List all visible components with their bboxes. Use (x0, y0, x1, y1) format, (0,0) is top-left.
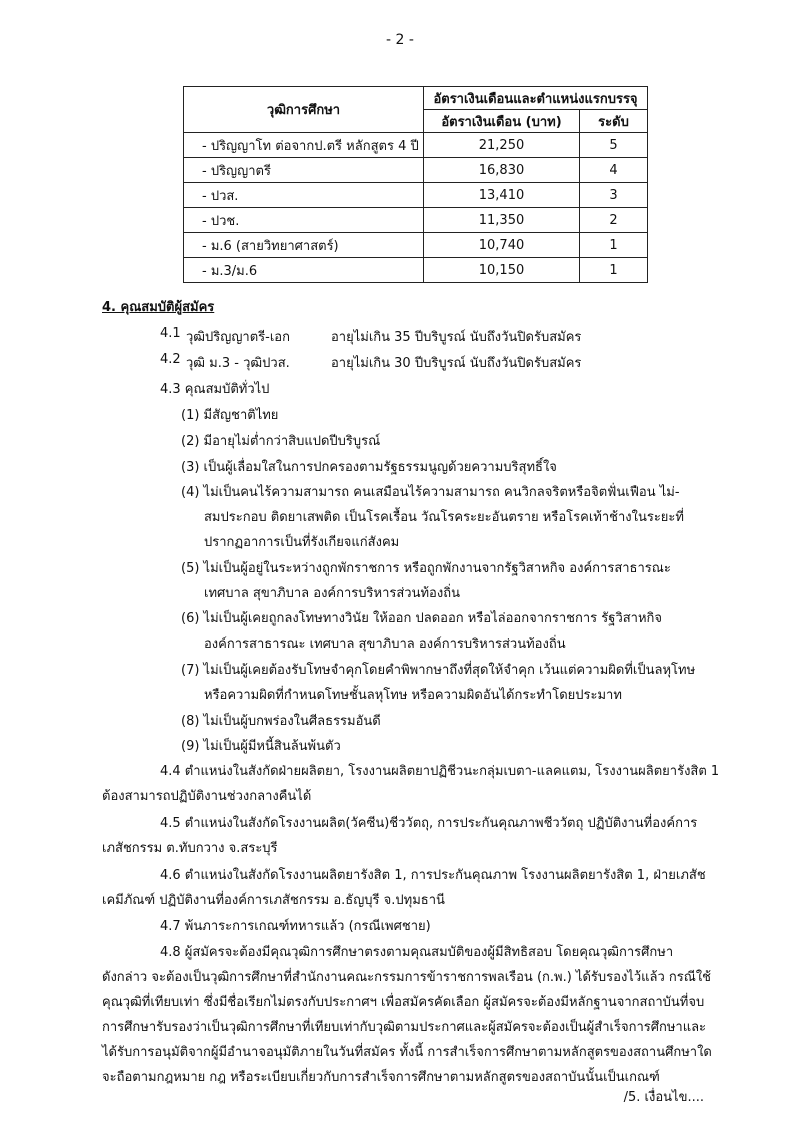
paragraph-4-4-line: ต้องสามารถปฏิบัติงานช่วงกลางคืนได้ (102, 789, 312, 804)
general-item: (2) มีอายุไม่ต่ำกว่าสิบแปดปีบริบูรณ์ (181, 434, 381, 449)
salary-cell: 21,250 (424, 133, 580, 158)
header-qualification: วุฒิการศึกษา (184, 87, 424, 133)
qualification-cell: - ปวช. (184, 208, 424, 233)
salary-cell: 16,830 (424, 158, 580, 183)
level-cell: 1 (580, 258, 648, 283)
salary-cell: 10,740 (424, 233, 580, 258)
continuation-note: /5. เงื่อนไข.... (623, 1090, 704, 1105)
level-cell: 2 (580, 208, 648, 233)
general-item-continued: สมประกอบ ติดยาเสพติด เป็นโรคเรื้อน วัณโรคระยะอันตราย หรือโรคเท้าช้างในระยะที่ (204, 510, 684, 525)
level-cell: 4 (580, 158, 648, 183)
paragraph-4-8-line: คุณวุฒิที่เทียบเท่า ซึ่งมีชื่อเรียกไม่ตรงกับประกาศฯ เพื่อสมัครคัดเลือก ผู้สมัครจะต้องมีหลักฐานจากสถาบันที่จบ (102, 995, 705, 1010)
level-cell: 1 (580, 233, 648, 258)
general-heading: 4.3 คุณสมบัติทั่วไป (160, 382, 270, 397)
general-item: (3) เป็นผู้เลื่อมใสในการปกครองตามรัฐธรรมนูญด้วยความบริสุทธิ์ใจ (181, 460, 557, 475)
table-row (184, 208, 648, 233)
qualification-cell: - ม.6 (สายวิทยาศาสตร์) (184, 233, 424, 258)
age-rule-text: อายุไม่เกิน 30 ปีบริบูรณ์ นับถึงวันปิดรับสมัคร (331, 356, 582, 371)
salary-cell: 13,410 (424, 183, 580, 208)
general-item-continued: หรือความผิดที่กำหนดโทษชั้นลหุโทษ หรือความผิดอันได้กระทำโดยประมาท (204, 688, 622, 703)
section-title: 4. คุณสมบัติผู้สมัคร (102, 300, 215, 315)
salary-cell: 10,150 (424, 258, 580, 283)
age-rule-number: 4.1 (160, 326, 181, 341)
salary-table (183, 86, 648, 283)
paragraph-4-8-line: จะถือตามกฎหมาย กฎ หรือระเบียบเกี่ยวกับการสำเร็จการศึกษาตามหลักสูตรของสถาบันนั้นเป็นเกณฑ์ (102, 1070, 660, 1085)
table-row (184, 158, 648, 183)
paragraph-4-8-line: 4.8 ผู้สมัครจะต้องมีคุณวุฒิการศึกษาตรงตามคุณสมบัติของผู้มีสิทธิสอบ โดยคุณวุฒิการศึกษา (160, 945, 674, 960)
table-row (184, 258, 648, 283)
paragraph-4-8-line: ได้รับการอนุมัติจากผู้มีอำนาจอนุมัติภายในวันที่สมัคร ทั้งนี้ การสำเร็จการศึกษาตามหลักสูตรของสถานศึกษาใด (102, 1045, 712, 1060)
header-level: ระดับ (580, 110, 648, 133)
qualification-cell: - ปวส. (184, 183, 424, 208)
page-number: - 2 - (386, 32, 414, 48)
qualification-cell: - ม.3/ม.6 (184, 258, 424, 283)
general-item-continued: ปรากฏอาการเป็นที่รังเกียจแก่สังคม (204, 535, 400, 550)
age-rule-number: 4.2 (160, 352, 181, 367)
general-item-continued: องค์การสาธารณะ เทศบาล สุขาภิบาล องค์การบริหารส่วนท้องถิ่น (204, 637, 566, 652)
age-rule-label: วุฒิปริญญาตรี-เอก (186, 330, 290, 345)
level-cell: 5 (580, 133, 648, 158)
age-rule-label: วุฒิ ม.3 - วุฒิปวส. (186, 356, 290, 371)
qualification-cell: - ปริญญาตรี (184, 158, 424, 183)
table-row (184, 183, 648, 208)
paragraph-4-6-line: เคมีภัณฑ์ ปฏิบัติงานที่องค์การเภสัชกรรม อ.ธัญบุรี จ.ปทุมธานี (102, 893, 445, 908)
general-item: (9) ไม่เป็นผู้มีหนี้สินล้นพ้นตัว (181, 739, 341, 754)
general-item-continued: เทศบาล สุขาภิบาล องค์การบริหารส่วนท้องถิ่น (204, 586, 460, 601)
general-item: (8) ไม่เป็นผู้บกพร่องในศีลธรรมอันดี (181, 714, 381, 729)
level-cell: 3 (580, 183, 648, 208)
header-salary-group: อัตราเงินเดือนและตำแหน่งแรกบรรจุ (424, 87, 648, 110)
salary-cell: 11,350 (424, 208, 580, 233)
general-item: (7) ไม่เป็นผู้เคยต้องรับโทษจำคุกโดยคำพิพากษาถึงที่สุดให้จำคุก เว้นแต่ความผิดที่เป็นลหุโทษ (181, 663, 696, 678)
paragraph-4-5-line: 4.5 ตำแหน่งในสังกัดโรงงานผลิต(วัคซีน)ชีววัตถุ, การประกันคุณภาพชีววัตถุ ปฏิบัติงานที่องค์การ (160, 816, 698, 831)
paragraph-4-6-line: 4.6 ตำแหน่งในสังกัดโรงงานผลิตยารังสิต 1, การประกันคุณภาพ โรงงานผลิตยารังสิต 1, ฝ่ายเภสัช (160, 868, 706, 883)
age-rule-text: อายุไม่เกิน 35 ปีบริบูรณ์ นับถึงวันปิดรับสมัคร (331, 330, 582, 345)
paragraph-4-8-line: การศึกษารับรองว่าเป็นวุฒิการศึกษาที่เทียบเท่ากับวุฒิตามประกาศและผู้สมัครจะต้องเป็นผู้สำเร็จการศึกษาและ (102, 1020, 707, 1035)
paragraph-4-4-line: 4.4 ตำแหน่งในสังกัดฝ่ายผลิตยา, โรงงานผลิตยาปฏิชีวนะกลุ่มเบตา-แลคแตม, โรงงานผลิตยารังสิต 1 (160, 764, 720, 779)
general-item: (4) ไม่เป็นคนไร้ความสามารถ คนเสมือนไร้ความสามารถ คนวิกลจริตหรือจิตฟั่นเฟือน ไม่- (181, 485, 680, 500)
paragraph-4-7: 4.7 พ้นภาระการเกณฑ์ทหารแล้ว (กรณีเพศชาย) (160, 919, 431, 934)
table-row (184, 233, 648, 258)
paragraph-4-8-line: ดังกล่าว จะต้องเป็นวุฒิการศึกษาที่สำนักงานคณะกรรมการข้าราชการพลเรือน (ก.พ.) ได้รับรองไว้แล้ว กรณีใช้ (102, 970, 711, 985)
header-salary: อัตราเงินเดือน (บาท) (424, 110, 580, 133)
qualification-cell: - ปริญญาโท ต่อจากป.ตรี หลักสูตร 4 ปี (184, 133, 424, 158)
general-item: (1) มีสัญชาติไทย (181, 408, 279, 423)
table-row (184, 133, 648, 158)
paragraph-4-5-line: เภสัชกรรม ต.ทับกวาง จ.สระบุรี (102, 841, 278, 856)
general-item: (5) ไม่เป็นผู้อยู่ในระหว่างถูกพักราชการ หรือถูกพักงานจากรัฐวิสาหกิจ องค์การสาธารณะ (181, 561, 671, 576)
general-item: (6) ไม่เป็นผู้เคยถูกลงโทษทางวินัย ให้ออก ปลดออก หรือไล่ออกจากราชการ รัฐวิสาหกิจ (181, 611, 663, 626)
